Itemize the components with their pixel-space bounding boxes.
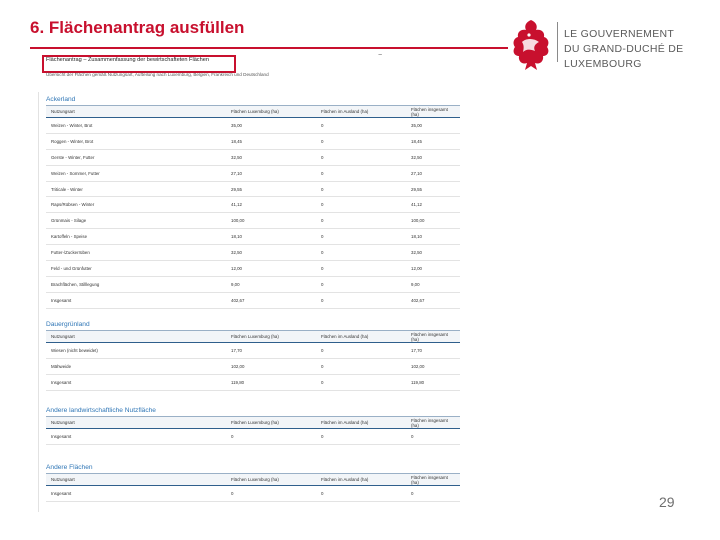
table-cell: 18,45 bbox=[226, 133, 316, 149]
table-cell: Insgesamt bbox=[46, 486, 226, 502]
column-header: Flächen Luxemburg (ha) bbox=[226, 331, 316, 343]
section-0 bbox=[46, 94, 460, 309]
column-header: Flächen im Ausland (ha) bbox=[316, 474, 406, 486]
table-cell: 0 bbox=[316, 229, 406, 245]
table-cell: 0 bbox=[316, 118, 406, 134]
table-row bbox=[46, 197, 460, 213]
table-row bbox=[46, 149, 460, 165]
table-header-row bbox=[46, 474, 460, 486]
table-cell: Feld - und Grünfutter bbox=[46, 261, 226, 277]
panel-divider bbox=[38, 92, 39, 512]
table-cell: 0 bbox=[316, 133, 406, 149]
table-cell: 18,10 bbox=[406, 229, 460, 245]
table-cell: 0 bbox=[316, 486, 406, 502]
table-cell: 18,10 bbox=[226, 229, 316, 245]
collapse-icon[interactable]: − bbox=[378, 52, 383, 59]
table-cell: 0 bbox=[316, 213, 406, 229]
table-row bbox=[46, 261, 460, 277]
table-cell: 27,10 bbox=[226, 165, 316, 181]
table-cell: 32,50 bbox=[406, 245, 460, 261]
table-cell: 9,00 bbox=[406, 276, 460, 292]
table-cell: 0 bbox=[316, 181, 406, 197]
page-subtitle: Übersicht der Flächen gemäß Nutzungsart, Aufteilung nach Luxemburg, Belgien, Frankreich und Deutschland bbox=[46, 72, 269, 77]
table-cell: 0 bbox=[406, 429, 460, 445]
table-cell: Weizen - Sommer, Futter bbox=[46, 165, 226, 181]
table-row bbox=[46, 292, 460, 308]
column-header: Flächen Luxemburg (ha) bbox=[226, 474, 316, 486]
section-2 bbox=[46, 405, 460, 445]
table-cell: 0 bbox=[316, 292, 406, 308]
column-header: Flächen insgesamt (ha) bbox=[406, 331, 460, 343]
table-cell: Insgesamt bbox=[46, 374, 226, 390]
table-cell: 0 bbox=[316, 429, 406, 445]
section-title: Dauergrünland bbox=[46, 321, 90, 328]
table-cell: 0 bbox=[316, 276, 406, 292]
table-row bbox=[46, 213, 460, 229]
table-cell: 0 bbox=[226, 429, 316, 445]
page-number: 29 bbox=[659, 494, 675, 510]
column-header: Flächen Luxemburg (ha) bbox=[226, 106, 316, 118]
table-cell: 32,50 bbox=[226, 245, 316, 261]
table-cell: Insgesamt bbox=[46, 429, 226, 445]
table-cell: 32,50 bbox=[226, 149, 316, 165]
column-header: Flächen im Ausland (ha) bbox=[316, 417, 406, 429]
table-row bbox=[46, 181, 460, 197]
table-cell: 29,55 bbox=[226, 181, 316, 197]
application-screenshot bbox=[38, 50, 462, 520]
government-wordmark bbox=[564, 27, 720, 72]
section-3 bbox=[46, 462, 460, 502]
table-cell: Raps/Rübsen - Winter bbox=[46, 197, 226, 213]
table-cell: Brachflächen, Stilllegung bbox=[46, 276, 226, 292]
title-underline bbox=[30, 47, 508, 49]
summary-table bbox=[46, 105, 460, 309]
table-cell: Wiesen (nicht beweidet) bbox=[46, 343, 226, 359]
table-cell: 0 bbox=[406, 486, 460, 502]
table-cell: Triticale - Winter bbox=[46, 181, 226, 197]
table-cell: 35,00 bbox=[226, 118, 316, 134]
table-cell: 100,00 bbox=[406, 213, 460, 229]
column-header: Flächen insgesamt (ha) bbox=[406, 417, 460, 429]
section-title: Ackerland bbox=[46, 96, 76, 103]
summary-table bbox=[46, 473, 460, 502]
table-cell: 0 bbox=[316, 165, 406, 181]
table-cell: Kartoffeln - Speise bbox=[46, 229, 226, 245]
table-row bbox=[46, 276, 460, 292]
government-line-1: LE GOUVERNEMENT bbox=[564, 28, 675, 40]
table-cell: Futter-/Zuckerrüben bbox=[46, 245, 226, 261]
table-cell: 41,12 bbox=[226, 197, 316, 213]
table-cell: Grünmais - Silage bbox=[46, 213, 226, 229]
table-cell: 35,00 bbox=[406, 118, 460, 134]
table-row bbox=[46, 343, 460, 359]
table-cell: 9,00 bbox=[226, 276, 316, 292]
table-cell: 102,00 bbox=[226, 358, 316, 374]
table-row bbox=[46, 374, 460, 390]
section-1 bbox=[46, 319, 460, 391]
table-cell: 402,67 bbox=[226, 292, 316, 308]
table-row bbox=[46, 133, 460, 149]
table-cell: 0 bbox=[316, 358, 406, 374]
column-header: Nutzungsart bbox=[46, 331, 226, 343]
table-cell: 0 bbox=[316, 374, 406, 390]
table-cell: 12,00 bbox=[226, 261, 316, 277]
column-header: Nutzungsart bbox=[46, 417, 226, 429]
table-cell: 12,00 bbox=[406, 261, 460, 277]
table-cell: 0 bbox=[226, 486, 316, 502]
table-header-row bbox=[46, 331, 460, 343]
table-cell: Mähweide bbox=[46, 358, 226, 374]
table-cell: Gerste - Winter, Futter bbox=[46, 149, 226, 165]
table-cell: 0 bbox=[316, 261, 406, 277]
table-cell: 17,70 bbox=[226, 343, 316, 359]
table-cell: 29,55 bbox=[406, 181, 460, 197]
table-cell: 119,80 bbox=[226, 374, 316, 390]
table-cell: Roggen - Winter, Brot bbox=[46, 133, 226, 149]
summary-table bbox=[46, 416, 460, 445]
column-header: Nutzungsart bbox=[46, 474, 226, 486]
column-header: Flächen Luxemburg (ha) bbox=[226, 417, 316, 429]
table-cell: 17,70 bbox=[406, 343, 460, 359]
table-cell: 102,00 bbox=[406, 358, 460, 374]
slide-title: 6. Flächenantrag ausfüllen bbox=[30, 18, 245, 37]
table-row bbox=[46, 358, 460, 374]
government-line-2: DU GRAND-DUCHÉ DE LUXEMBOURG bbox=[564, 43, 684, 70]
red-lion-logo-icon bbox=[508, 16, 554, 72]
column-header: Flächen im Ausland (ha) bbox=[316, 331, 406, 343]
table-cell: 100,00 bbox=[226, 213, 316, 229]
table-cell: 18,45 bbox=[406, 133, 460, 149]
table-row bbox=[46, 118, 460, 134]
table-row bbox=[46, 429, 460, 445]
logo-divider bbox=[557, 22, 558, 62]
table-header-row bbox=[46, 106, 460, 118]
table-row bbox=[46, 165, 460, 181]
breadcrumb: Flächenantrag – Zusammenfassung der bewirtschafteten Flächen bbox=[46, 57, 209, 63]
table-cell: 0 bbox=[316, 343, 406, 359]
section-title: Andere Flächen bbox=[46, 464, 93, 471]
column-header: Nutzungsart bbox=[46, 106, 226, 118]
column-header: Flächen im Ausland (ha) bbox=[316, 106, 406, 118]
table-cell: 32,50 bbox=[406, 149, 460, 165]
table-row bbox=[46, 486, 460, 502]
table-cell: Weizen - Winter, Brot bbox=[46, 118, 226, 134]
column-header: Flächen insgesamt (ha) bbox=[406, 106, 460, 118]
table-cell: 119,80 bbox=[406, 374, 460, 390]
table-cell: 0 bbox=[316, 149, 406, 165]
table-cell: 0 bbox=[316, 197, 406, 213]
table-row bbox=[46, 229, 460, 245]
table-row bbox=[46, 245, 460, 261]
table-cell: 41,12 bbox=[406, 197, 460, 213]
table-cell: 27,10 bbox=[406, 165, 460, 181]
column-header: Flächen insgesamt (ha) bbox=[406, 474, 460, 486]
summary-table bbox=[46, 330, 460, 391]
table-header-row bbox=[46, 417, 460, 429]
table-cell: 402,67 bbox=[406, 292, 460, 308]
table-cell: Insgesamt bbox=[46, 292, 226, 308]
section-title: Andere landwirtschaftliche Nutzfläche bbox=[46, 407, 156, 414]
table-cell: 0 bbox=[316, 245, 406, 261]
